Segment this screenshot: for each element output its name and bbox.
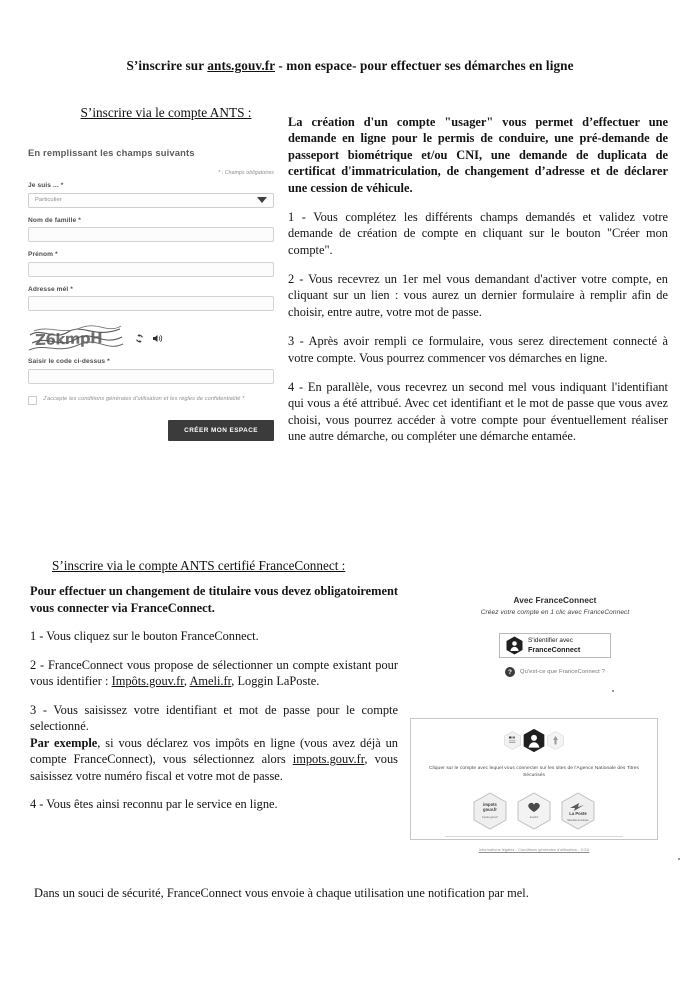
paragraph-step-2: 2 - Vous recevrez un 1er mel vous demandant d'activer votre compte, en cliquant sur un lien : vous aurez un dernier formulaire à remplir afin de choisir, entre autre, votre mot de passe.: [288, 272, 668, 319]
section-heading-ants: S’inscrire via le compte ANTS :: [80, 105, 252, 120]
captcha-row: [28, 322, 274, 354]
paragraph-step-3: 3 - Après avoir rempli ce formulaire, vous serez directement connecté à votre compte. Vous pourrez commencer vos démarches en ligne.: [288, 334, 668, 365]
form-lead-text: En remplissant les champs suivants: [28, 147, 195, 158]
page-title-prefix: S’inscrire sur: [126, 58, 208, 73]
chooser-logo-row: [411, 728, 657, 753]
consent-row[interactable]: [28, 395, 274, 405]
provider-impots-sub: impots.gouv.fr: [481, 816, 499, 820]
captcha-image: [28, 323, 124, 354]
provider-impots-gouv-fr[interactable]: [473, 792, 507, 830]
ants-form-section: [28, 105, 274, 441]
captcha-noise-lines: [28, 323, 124, 354]
franceconnect-logo-icon: [506, 636, 523, 655]
section-heading-franceconnect: S’inscrire via le compte ANTS certifié FranceConnect :: [52, 558, 346, 573]
consent-label: J'accepte les conditions générales d'utilisation et les règles de confidentialité *: [43, 395, 245, 402]
fc-step2-sep: ,: [183, 674, 190, 688]
field-adresse-mel: [28, 286, 274, 312]
field-prenom: [28, 251, 274, 277]
field-label-je-suis: Je suis ... *: [28, 182, 64, 189]
link-impots-gouv-fr-2[interactable]: impots.gouv.fr: [292, 752, 365, 766]
consent-checkbox[interactable]: [28, 396, 37, 405]
fc-button-line2: FranceConnect: [528, 645, 581, 654]
input-nom-de-famille[interactable]: [28, 227, 274, 242]
page-title: [0, 58, 700, 74]
scan-speck-2: [612, 690, 614, 692]
question-mark-icon: ?: [505, 667, 515, 677]
chooser-divider: [445, 836, 623, 837]
provider-ameli-sub: ameli.fr: [529, 816, 539, 820]
fc-step3-example-a: , si vous déclarez vos impôts en ligne (vous avez déjà un compte FranceConnect), vous sélectionnez alors: [30, 735, 398, 766]
provider-laposte-label: La Poste: [569, 811, 587, 817]
fc-paragraph-step-2: [30, 657, 398, 690]
fc-step2-text-b: , Loggin LaPoste.: [231, 674, 320, 688]
fc-step2-text-a: 2 - FranceConnect vous propose de sélectionner un compte existant pour vous identifier :: [30, 657, 398, 688]
page-title-link: ants.gouv.fr: [207, 58, 275, 73]
fc-help-text: Qu'est-ce que FranceConnect ?: [520, 669, 605, 675]
ants-prose-column: [288, 114, 668, 457]
field-nom-de-famille: [28, 217, 274, 243]
captcha-code-text: Z6kmpH: [35, 328, 103, 349]
field-label-prenom: Prénom *: [28, 251, 58, 258]
paragraph-step-1: 1 - Vous complétez les différents champs demandés et validez votre demande de création de compte en cliquant sur le bouton "Créer mon compte".: [288, 209, 668, 257]
select-je-suis-value: Particulier: [35, 197, 62, 203]
field-label-adresse-mel: Adresse mél *: [28, 285, 73, 293]
provider-laposte-sub: lidentitenumerique: [567, 819, 589, 823]
fc-paragraph-step-4: 4 - Vous êtes ainsi reconnu par le service en ligne.: [30, 797, 278, 811]
field-label-nom: Nom de famille *: [28, 216, 81, 224]
input-captcha-code[interactable]: [28, 369, 274, 384]
provider-impots-label: impots gouv.fr: [483, 802, 497, 813]
ants-logo-icon: [547, 731, 564, 750]
fc-step3-example-b: , vous saisissez votre numéro fiscal et votre mot de passe.: [30, 752, 398, 783]
provider-ameli-fr[interactable]: [517, 792, 551, 830]
speaker-icon[interactable]: [152, 333, 165, 344]
fc-paragraph-step-3: [30, 702, 398, 785]
chooser-footer-link[interactable]: Informations légales - Conditions générales d'utilisation - CGU: [478, 848, 590, 852]
provider-laposte[interactable]: [561, 792, 595, 830]
fc-button-line1: S'identifier avec: [528, 637, 573, 644]
fc-paragraph-intro: Pour effectuer un changement de titulaire vous devez obligatoirement vous connecter via FranceConnect.: [30, 584, 398, 615]
scan-speck: [678, 858, 680, 860]
fc-shot-title: Avec FranceConnect: [513, 596, 597, 605]
identifier-avec-franceconnect-button[interactable]: [499, 633, 611, 658]
fc-shot-subtitle: Créez votre compte en 1 clic avec FranceConnect: [480, 609, 630, 616]
provider-hex-ameli-icon: [517, 792, 551, 830]
field-captcha-code: [28, 358, 274, 384]
required-fields-note: * : Champs obligatoires: [218, 170, 274, 176]
paragraph-intro: La création d'un compte "usager" vous permet d’effectuer une demande en ligne pour le permis de conduire, une pré-demande de passeport biométrique et/ou CNI, une demande de duplicata de certificat d'immatriculation, de changement d’adresse et de déclarer une cession de véhicule.: [288, 115, 668, 195]
refresh-icon[interactable]: [134, 333, 145, 344]
paragraph-step-4: 4 - En parallèle, vous recevrez un second mel vous indiquant l'identifiant qui vous a été attribué. Avec cet identifiant et le mot de passe que vous avez choisi, vous pourrez accéder à votre compte pour éventuellement réaliser une autre démarche, ou compléter une démarche entamée.: [288, 379, 668, 443]
franceconnect-logo-icon-2: [523, 728, 545, 753]
link-impots-gouv-fr[interactable]: Impôts.gouv.fr: [111, 674, 184, 688]
captcha-tools: [134, 333, 165, 344]
screenshot-franceconnect-button: [444, 596, 666, 677]
chooser-instruction: Cliquer sur le compte avec lequel vous connecter sur les sites de l'Agence Nationale des Titres Sécurisés: [428, 766, 640, 779]
fc-paragraph-step-1: 1 - Vous cliquez sur le bouton FranceConnect.: [30, 629, 259, 643]
fc-step3-text: 3 - Vous saisissez votre identifiant et mot de passe pour le compte selectionné.: [30, 702, 398, 733]
field-label-captcha: Saisir le code ci-dessus *: [28, 358, 110, 365]
page-title-suffix: - mon espace- pour effectuer ses démarches en ligne: [274, 58, 574, 73]
fc-step3-example-label: Par exemple: [30, 735, 98, 750]
link-ameli-fr[interactable]: Ameli.fr: [189, 674, 232, 688]
input-prenom[interactable]: [28, 262, 274, 277]
fc-button-text: [528, 637, 580, 654]
marianne-republique-icon: [504, 731, 521, 750]
chevron-down-icon: [257, 197, 267, 203]
screenshot-franceconnect-chooser: [410, 718, 658, 840]
closing-paragraph: Dans un souci de sécurité, FranceConnect vous envoie à chaque utilisation une notification par mel.: [34, 886, 529, 900]
provider-row: [411, 792, 657, 830]
select-je-suis[interactable]: [28, 193, 274, 208]
input-adresse-mel[interactable]: [28, 296, 274, 311]
creer-mon-espace-button[interactable]: CRÉER MON ESPACE: [168, 420, 274, 441]
franceconnect-prose-column: [30, 583, 398, 825]
ants-registration-form: [28, 147, 274, 441]
submit-row: [28, 420, 274, 441]
field-je-suis: [28, 182, 274, 208]
fc-help-row[interactable]: [444, 667, 666, 677]
